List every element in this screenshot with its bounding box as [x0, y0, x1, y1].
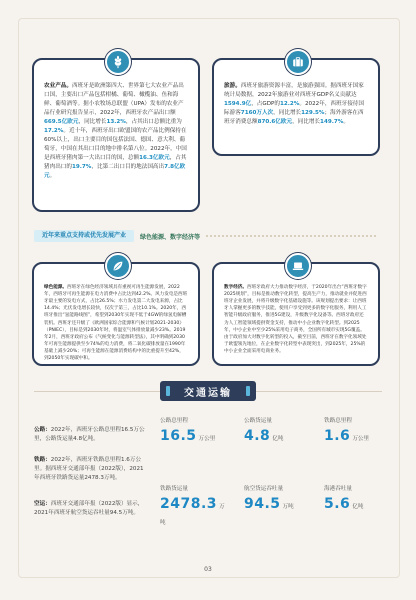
body-text: 西班牙旅游资源丰富，是旅游强国。据西班牙国家统计局数据，2022年旅游业对西班牙GDP名义贡献达: [224, 83, 364, 99]
highlight-figure: 19.7%: [71, 164, 92, 171]
highlight-figure: 870.6亿欧元: [257, 119, 293, 126]
stat-unit: 万公里: [352, 436, 370, 442]
transport-heading: 交通运输: [160, 381, 256, 401]
stat-road-freight: [244, 416, 314, 444]
card-lead: 绿色能源。: [44, 285, 67, 290]
green-energy-text: [44, 284, 188, 362]
green-energy-card: [32, 262, 200, 366]
stat-label: 公路总里程: [160, 418, 188, 424]
rail-lead: 铁路：: [34, 457, 51, 463]
stat-unit: 万公里: [198, 436, 216, 442]
card-lead: 农业产品。: [44, 83, 72, 89]
body-text: ，占其出口总额比重为: [125, 119, 182, 126]
digital-economy-card: [212, 262, 380, 366]
body-text: ，同比增长: [273, 110, 302, 117]
stat-label: 航空货运吞吐量: [244, 486, 284, 492]
stat-rail-length: [324, 416, 394, 444]
body-text: ，同比增长: [78, 119, 107, 126]
priority-industries-banner: [34, 230, 378, 242]
body-text: ，占GDP的: [251, 101, 280, 108]
stat-label: 铁路货运量: [160, 486, 188, 492]
stat-road-length: [160, 416, 230, 444]
highlight-figure: 669.5亿欧元: [44, 119, 79, 126]
highlight-figure: 7160万人次: [240, 110, 274, 117]
body-text: ；海外游客在西班牙消费总额: [224, 110, 364, 126]
stat-unit: 亿吨: [272, 436, 284, 442]
tourism-card: [212, 58, 380, 156]
suitcase-icon: [285, 49, 311, 75]
stat-label: 公路货运量: [244, 418, 272, 424]
stat-value: 16.5: [160, 428, 197, 444]
stat-unit: 万吨: [282, 504, 294, 510]
card-lead: 旅游。: [224, 83, 241, 89]
agriculture-card: [32, 58, 200, 212]
road-lead: 公路：: [34, 427, 51, 433]
wheat-icon: [105, 49, 131, 75]
road-text: 2022年，西班牙公路总里程16.5万公里，公路货运量4.8亿吨。: [34, 427, 145, 443]
stat-value: 1.6: [324, 428, 351, 444]
body-text: ，同比增长: [292, 119, 321, 126]
stat-port-throughput: [324, 484, 394, 512]
banner-tag: 近年来重点支持或优先发展产业: [34, 230, 134, 242]
body-text: ，比第二出口目的地法国高出: [91, 164, 165, 171]
highlight-figure: 7.8亿欧元: [44, 164, 186, 180]
stat-value: 94.5: [244, 496, 281, 512]
air-lead: 空运：: [34, 501, 51, 507]
leaf-icon: [105, 253, 131, 279]
body-text: ，占其猪肉出口的: [44, 155, 187, 171]
card-lead: 数字经济。: [224, 285, 247, 290]
highlight-figure: 1594.9亿: [224, 101, 252, 108]
highlight-figure: 149.7%: [320, 119, 344, 126]
stat-unit: 万吨: [160, 504, 225, 526]
stat-value: 4.8: [244, 428, 271, 444]
stat-label: 海港吞吐量: [324, 486, 352, 492]
stat-value: 5.6: [324, 496, 351, 512]
body-text: 。: [343, 119, 349, 126]
body-text: 西班牙是欧洲第四大、世界第七大农业产品出口国，主要出口产品包括柑橘、葡萄、橄榄油、鱼和海鲜、葡萄酒等。据小农牧场总联盟（UPA）发布的农业产品行业研究报告显示，2022年，西班牙农产品出口额: [44, 83, 184, 117]
stat-rail-freight: [160, 484, 230, 528]
highlight-figure: 13.2%: [106, 119, 126, 126]
stat-air-freight: [244, 484, 314, 512]
laptop-icon: [285, 253, 311, 279]
body-text: 。2022年，西班牙接待国际游客: [224, 101, 364, 117]
banner-subtitle: 绿色能源、数字经济等: [140, 233, 201, 241]
digital-economy-text: [224, 284, 368, 355]
road-paragraph: [34, 426, 146, 444]
highlight-figure: 129.5%: [301, 110, 325, 117]
stat-value: 2478.3: [160, 496, 218, 512]
transport-stats: [160, 416, 382, 526]
stat-label: 铁路总里程: [324, 418, 352, 424]
agriculture-text: [44, 82, 188, 182]
banner-divider: [206, 235, 378, 237]
body-text: 西班牙在绿色经济领域具有重视可再生能源发展，2022年，西班牙可再生能源在电力消费中占比达到42.2%。风力发电是西班牙最主要的发电方式，占比26.5%；水力发电第二大发电来源，占比14.4%；光伏发电增长较快，仅次于第三，占比10.1%。2020年，西班牙推出“氢能路线图”，希望到2030年实现不低于4GW的绿氢电解槽装机。西班牙还升级了《欧洲国家综合能源和气候计划2021-2030》（PNIEC），目标是到2030年时，将温室气体排放量减少23%。2019年2月，西班牙政府公布《气候变化与能源转型法》，其中明确到2030年可再生能源提供至少74%的电力消费，将二氧化碳排放量在1990年基础上减少20%；可再生能源在能源消费结构中的比重提升至42%，到2050年实现碳中和。: [44, 285, 188, 362]
highlight-figure: 17.2%: [44, 128, 64, 135]
air-text: 西班牙交通部年报（2022版）显示，2021年西班牙航空货运吞吐量94.5万吨。: [34, 501, 144, 517]
air-paragraph: [34, 500, 146, 518]
page-number: 03: [204, 566, 212, 573]
tourism-text: [224, 82, 368, 127]
highlight-figure: 12.2%: [279, 101, 300, 108]
stat-unit: 亿吨: [352, 504, 364, 510]
body-text: 。: [49, 173, 56, 180]
rail-paragraph: [34, 456, 146, 484]
rail-text: 2022年，西班牙铁路总里程1.6万公里。据西班牙交通部年报（2022版），2021年西班牙铁路货运量2478.3万吨。: [34, 457, 144, 482]
highlight-figure: 16.3亿欧元: [139, 155, 170, 162]
body-text: 西班牙政府大力推动数字经济，于2020年出台“西班牙数字2025规划”，目标是推动数字化转型，提高生产力，推动就业并促进西班牙企业发展，并将升级数字化基础设施等。该规划提出要求：让西班牙人掌握更多的数字技能，使用户享受到更多的数字化服务，利用人工智能升级政府服务，推进5G建设，升级数字化设备等。西班牙政府还为人工智能领域提供资金支持，推动中小企业数字化转型。到2025年，中小企业中至少25%采用电子商务，全国所有城市实现5G覆盖。由于政府加大对数字化转型的投入，截至目前，西班牙在数字化领域处于欧盟领先地位，在企业数字化转型中表现突出，到2025年，25%的中小企业全面采用电商业务。: [224, 285, 367, 354]
body-text: 。近十年，西班牙出口欧盟国的农产品比例保持在60%以上，出口主要目的国包括法国、德国、意大利、葡萄牙，中国在其出口目的地中排名第八位。2022年，中国是西班牙猪肉第一大出口目的国，总额: [44, 128, 187, 162]
